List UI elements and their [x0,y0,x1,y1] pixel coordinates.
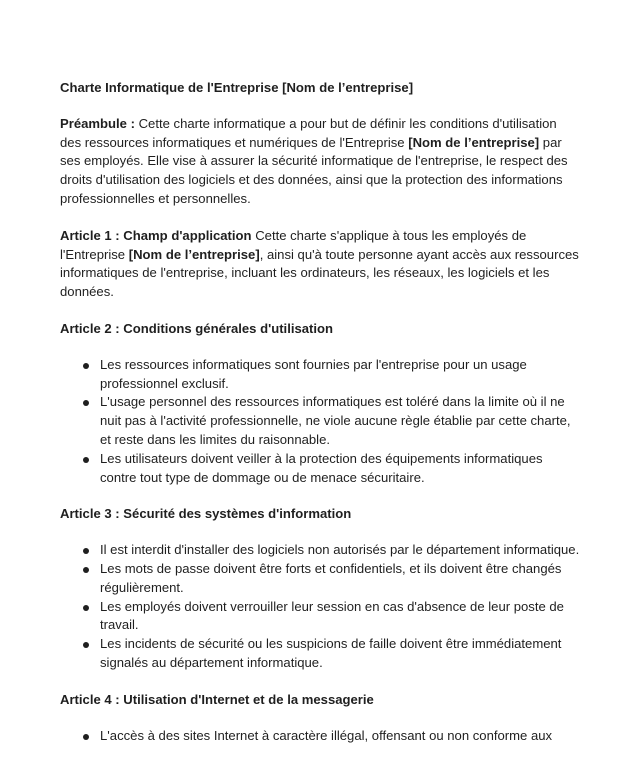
list-item-text: L'accès à des sites Internet à caractère illégal, offensant ou non conforme aux [100,727,553,743]
list-item-text: Les incidents de sécurité ou les suspicions de faille doivent être immédiatement signalés au département informatique. [100,636,562,670]
document-title: Charte Informatique de l'Entreprise [Nom de l’entreprise] [60,80,414,95]
list-item [60,598,580,636]
list-item [60,450,580,488]
article-1-paragraph [60,227,580,302]
bullet-icon [83,642,89,648]
article-3-heading: Article 3 : Sécurité des systèmes d'information [60,506,352,522]
list-item-text: Les ressources informatiques sont fournies par l'entreprise pour un usage professionnel exclusif. [100,356,527,391]
bullet-icon [83,363,89,369]
article-2-heading: Article 2 : Conditions générales d'utilisation [60,320,334,336]
bullet-icon [83,605,89,611]
list-item-text: Il est interdit d'installer des logiciels non autorisés par le département informatique. [100,542,580,558]
preamble-paragraph [60,115,580,209]
article-1-text-2: , ainsi qu'à toute personne ayant accès aux ressources informatiques de l'entreprise, incluant les ordinateurs, les réseaux, les logiciels et les données. [60,246,579,300]
preamble-text-2: par ses employés. Elle vise à assurer la sécurité informatique de l'entreprise, le respect des droits d'utilisation des logiciels et des données, ainsi que la protection des informations professionnelles et personnelles. [60,134,568,206]
article-1-text-1: Cette charte s'applique à tous les employés de l'Entreprise [60,227,527,262]
bullet-icon [83,567,89,573]
bullet-icon [83,548,89,554]
bullet-icon [83,457,89,463]
list-item [60,393,580,449]
preamble-text-1: Cette charte informatique a pour but de définir les conditions d'utilisation des ressources informatiques et numériques de l'Entreprise [60,115,557,150]
list-item [60,560,580,598]
article-4-list [60,727,580,746]
article-1-label: Article 1 : Champ d'application [60,227,252,243]
list-item [60,635,580,673]
article-3-list [60,541,580,673]
list-item [60,541,580,560]
article-4-heading: Article 4 : Utilisation d'Internet et de la messagerie [60,691,374,707]
list-item-text: Les mots de passe doivent être forts et confidentiels, et ils doivent être changés régulièrement. [100,560,562,595]
list-item-text: Les utilisateurs doivent veiller à la protection des équipements informatiques contre tout type de dommage ou de menace sécuritaire. [100,450,543,485]
list-item-text: Les employés doivent verrouiller leur session en cas d'absence de leur poste de travail. [100,598,564,633]
list-item-text: L'usage personnel des ressources informatiques est toléré dans la limite où il ne nuit pas à l'activité professionnelle, ne viole aucune règle établie par cette charte, et reste dans les limites du raisonnable. [100,394,571,447]
preamble-company-name: [Nom de l’entreprise] [408,134,540,150]
article-1-company-name: [Nom de l’entreprise] [128,246,260,262]
article-2-list [60,356,580,488]
bullet-icon [83,734,89,740]
preamble-label: Préambule : [60,115,135,131]
bullet-icon [83,400,89,406]
list-item [60,356,580,394]
list-item [60,727,580,746]
